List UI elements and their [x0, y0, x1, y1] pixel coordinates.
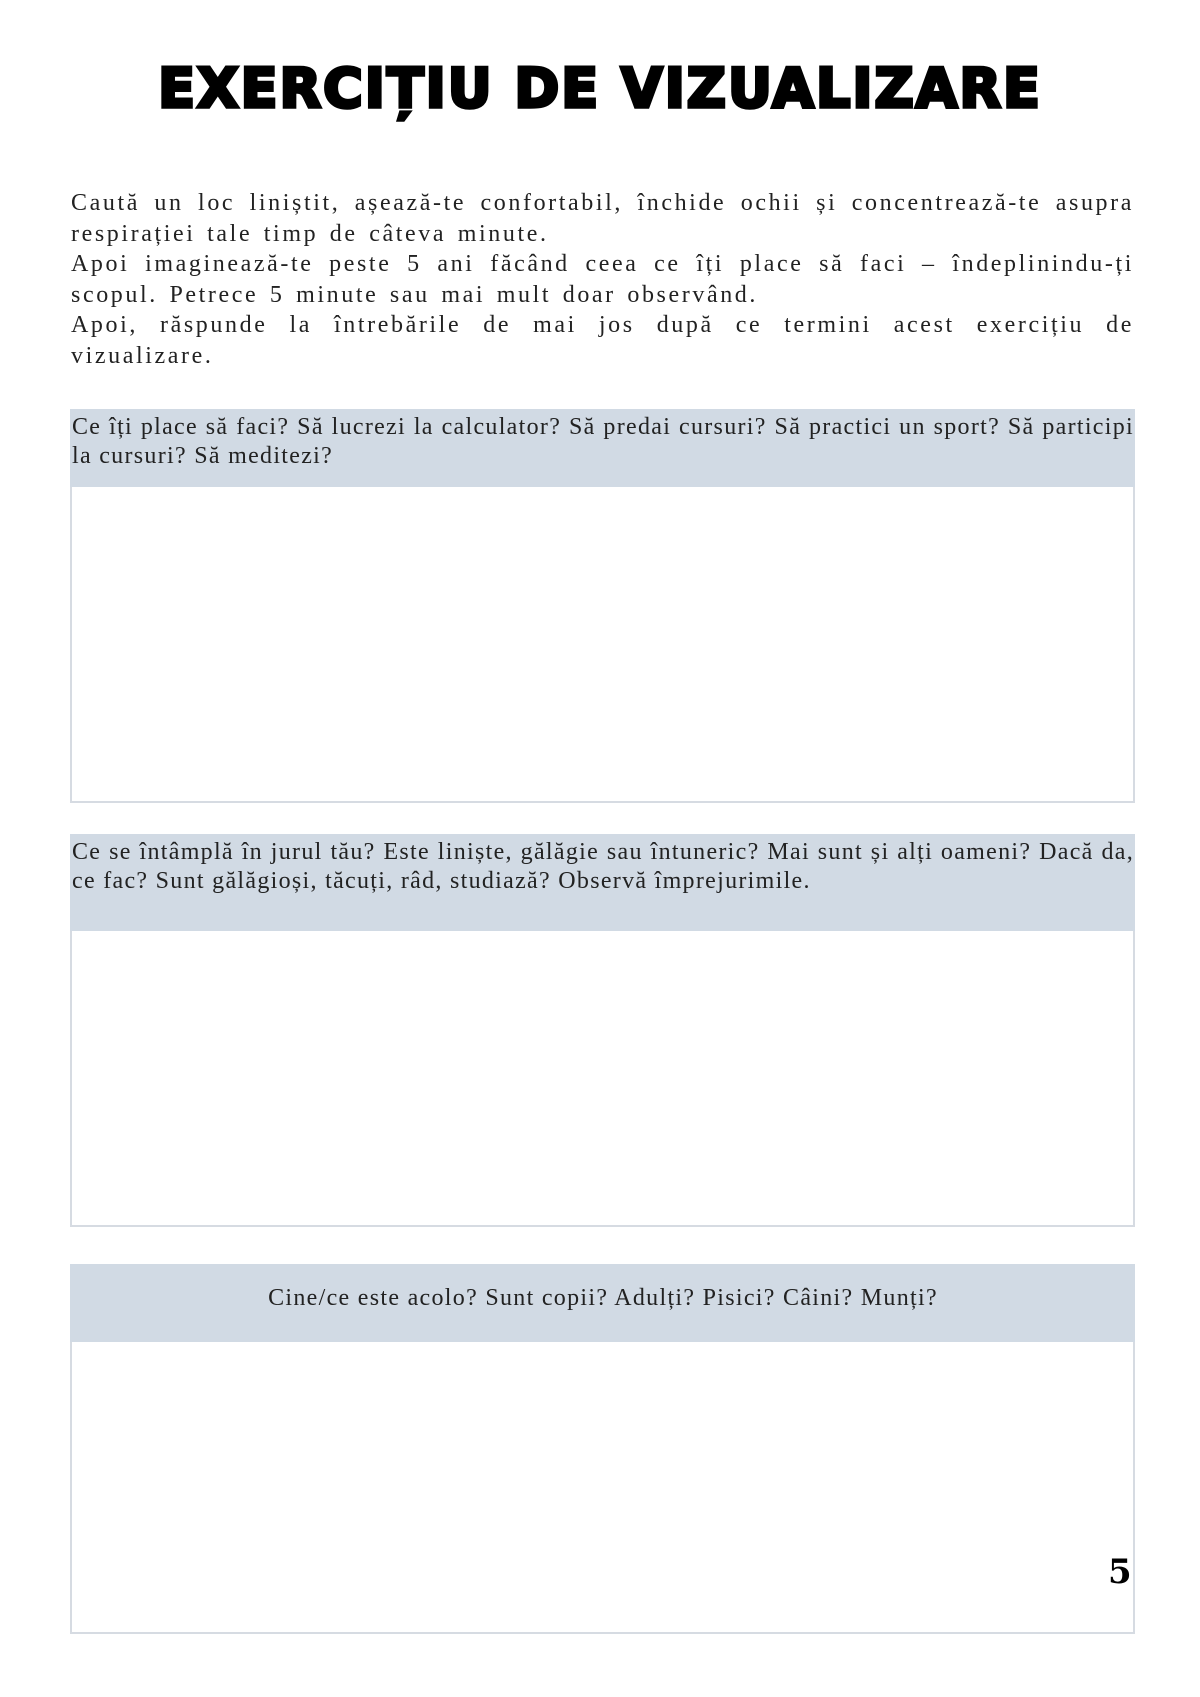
page-number: 5	[1108, 1552, 1132, 1592]
page-title: EXERCIȚIU DE VIZUALIZARE	[158, 57, 1042, 120]
question-prompt-3: Cine/ce este acolo? Sunt copii? Adulți? Pisici? Câini? Munți?	[70, 1264, 1135, 1342]
question-block-2	[70, 834, 1135, 1227]
answer-box-3[interactable]	[70, 1342, 1135, 1634]
question-prompt-1: Ce îți place să faci? Să lucrezi la calculator? Să predai cursuri? Să practici un sport? Să participi la cursuri? Să meditezi?	[70, 409, 1135, 487]
answer-box-1[interactable]	[70, 487, 1135, 803]
question-block-3	[70, 1264, 1135, 1634]
question-prompt-2: Ce se întâmplă în jurul tău? Este liniște, gălăgie sau întuneric? Mai sunt și alți oameni? Dacă da, ce fac? Sunt gălăgioși, tăcuți, râd, studiază? Observă împrejurimile.	[70, 834, 1135, 931]
intro-paragraph-3: Apoi, răspunde la întrebările de mai jos după ce termini acest exercițiu de vizualizare.	[71, 312, 1134, 369]
intro-paragraph-2: Apoi imaginează-te peste 5 ani făcând ceea ce îți place să faci – îndeplinindu-ți scopul. Petrece 5 minute sau mai mult doar observând.	[71, 251, 1134, 308]
intro-paragraph-1: Caută un loc liniștit, așează-te confortabil, închide ochii și concentrează-te asupra respirației tale timp de câteva minute.	[71, 190, 1134, 247]
question-block-1	[70, 409, 1135, 803]
intro-text	[71, 188, 1134, 371]
answer-box-2[interactable]	[70, 931, 1135, 1227]
